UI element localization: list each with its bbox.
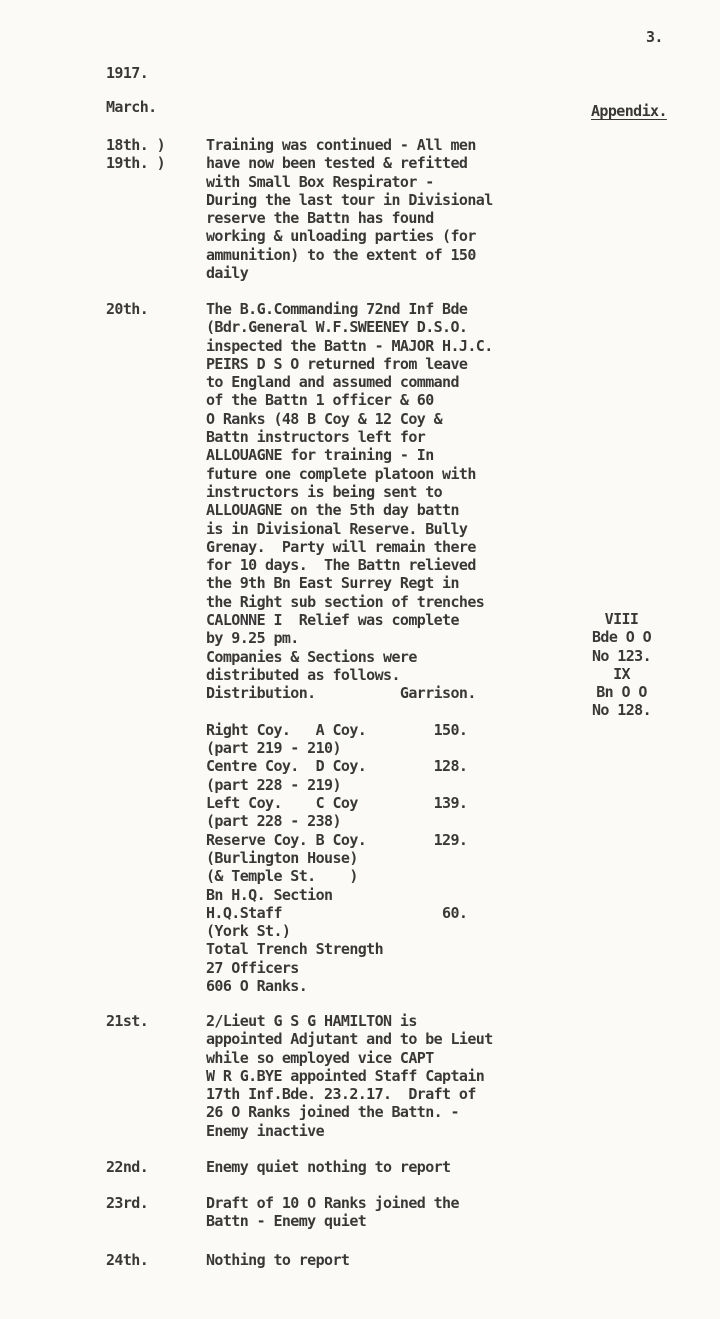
entry-text: Nothing to report bbox=[206, 1251, 350, 1269]
entry-text: Enemy quiet nothing to report bbox=[206, 1158, 451, 1176]
entry-text: Draft of 10 O Ranks joined the Battn - Enemy quiet bbox=[206, 1194, 459, 1231]
entry-date: 20th. bbox=[106, 300, 149, 318]
entry-date: 22nd. bbox=[106, 1158, 149, 1176]
appendix-reference: VIII Bde O O No 123. IX Bn O O No 128. bbox=[592, 610, 652, 720]
entry-date: 23rd. bbox=[106, 1194, 149, 1212]
entry-text: 2/Lieut G S G HAMILTON is appointed Adjutant and to be Lieut while so employed vice CAPT W R G.BYE appointed Staff Captain 17th Inf.Bde. 23.2.17. Draft of 26 O Ranks joined the Battn. - Enemy inactive bbox=[206, 1012, 493, 1140]
page-number: 3. bbox=[646, 28, 663, 46]
month-heading: March. bbox=[106, 98, 157, 116]
entry-date: 21st. bbox=[106, 1012, 149, 1030]
entry-date: 18th. ) 19th. ) bbox=[106, 136, 166, 173]
year-heading: 1917. bbox=[106, 64, 149, 82]
entry-text: The B.G.Commanding 72nd Inf Bde (Bdr.General W.F.SWEENEY D.S.O. inspected the Battn - MAJOR H.J.C. PEIRS D S O returned from leave to England and assumed command of the Battn 1 officer & 60 O Ranks (48 B Coy & 12 Coy & Battn instructors left for ALLOUAGNE for training - In future one complete platoon with instructors is being sent to ALLOUAGNE on the 5th day battn is in Divisional Reserve. Bully Grenay. Party will remain there for 10 days. The Battn relieved the 9th Bn East Surrey Regt in the Right sub section of trenches CALONNE I Relief was complete by 9.25 pm. Companies & Sections were distributed as follows. Distribution. Garrison. Right Coy. A Coy. 150. (part 219 - 210) Centre Coy. D Coy. 128. (part 228 - 219) Left Coy. C Coy 139. (part 228 - 238) Reserve Coy. B Coy. 129. (Burlington House) (& Temple St. ) Bn H.Q. Section H.Q.Staff 60. (York St.) Total Trench Strength 27 Officers 606 O Ranks. bbox=[206, 300, 493, 995]
entry-date: 24th. bbox=[106, 1251, 149, 1269]
appendix-heading: Appendix. bbox=[591, 102, 667, 120]
entry-text: Training was continued - All men have now been tested & refitted with Small Box Respirator - During the last tour in Divisional reserve the Battn has found working & unloading parties (for ammunition) to the extent of 150 daily bbox=[206, 136, 493, 283]
